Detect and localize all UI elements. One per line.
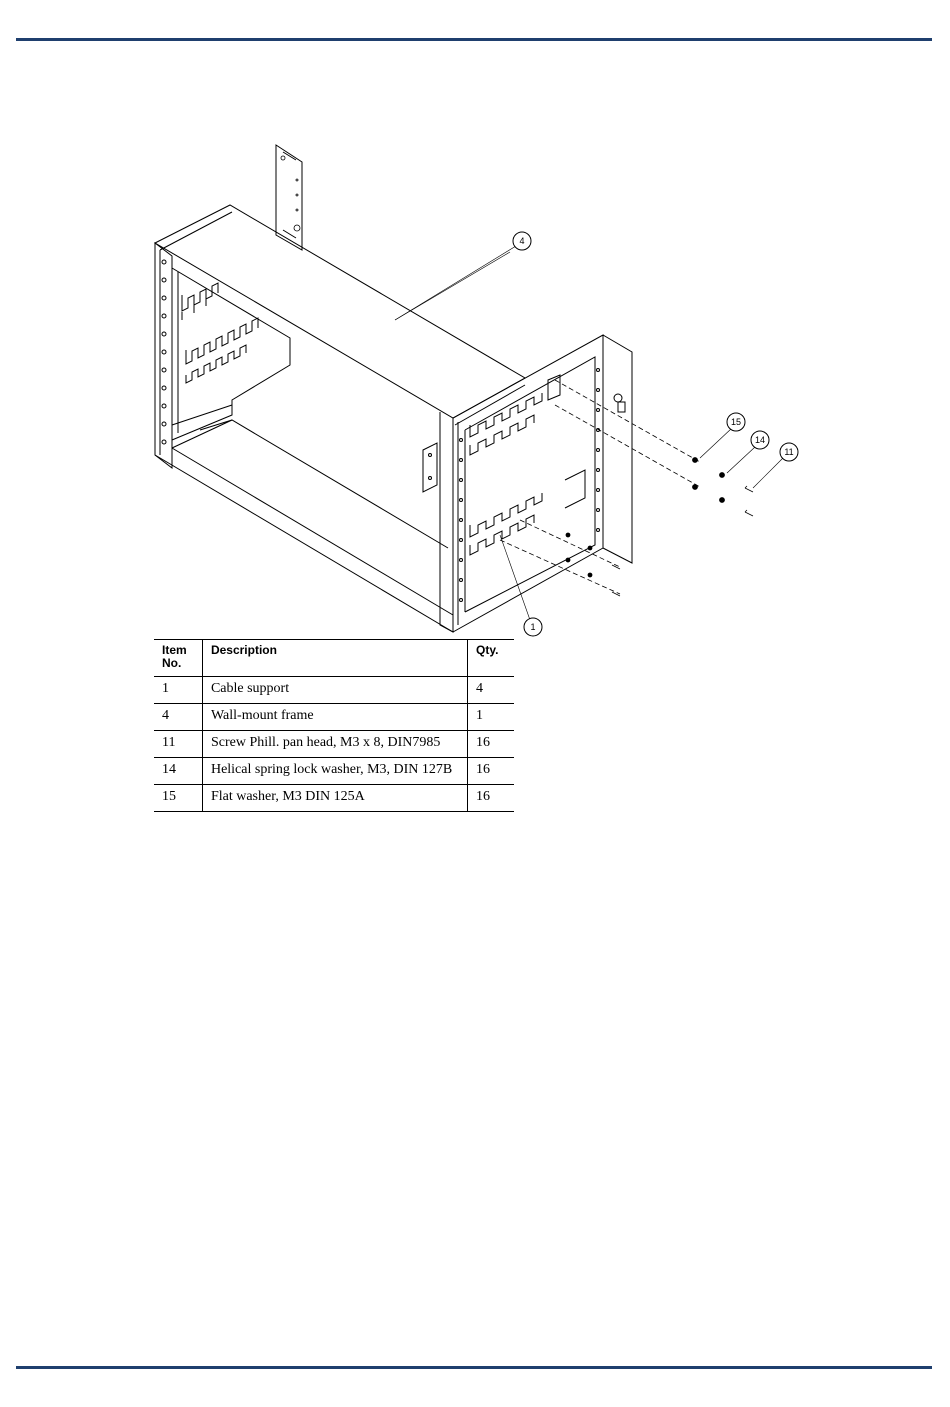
qty-header: Qty. [468,640,514,677]
balloon-11 [753,443,798,488]
item-no-cell: 14 [154,758,202,785]
header-rule [16,38,932,41]
balloon-4 [395,232,531,320]
balloon-label: 11 [784,447,794,457]
rear-inner-frame [172,268,290,440]
side-bracket [423,443,437,492]
table-header-row [154,640,514,677]
qty-cell: 1 [468,704,514,731]
bottom-panel [155,420,453,632]
description-cell: Flat washer, M3 DIN 125A [202,785,467,812]
description-cell: Helical spring lock washer, M3, DIN 127B [202,758,467,785]
balloon-14 [727,431,769,473]
item-no-cell: 15 [154,785,202,812]
qty-cell: 4 [468,677,514,704]
table-row [154,704,514,731]
qty-cell: 16 [468,785,514,812]
wall-mount-frame-drawing [140,130,820,650]
footer-rule [16,1366,932,1369]
balloon-label: 15 [730,417,742,427]
description-cell: Wall-mount frame [202,704,467,731]
item-no-cell: 4 [154,704,202,731]
table-row [154,677,514,704]
right-front-upright [440,335,632,632]
left-front-upright [155,243,172,468]
exploded-fasteners [500,380,753,596]
balloon-label: 14 [754,435,766,445]
qty-cell: 16 [468,758,514,785]
description-cell: Cable support [202,677,467,704]
description-cell: Screw Phill. pan head, M3 x 8, DIN7985 [202,731,467,758]
balloon-15 [700,413,745,458]
parts-list-table [154,639,514,812]
table-row [154,731,514,758]
table-row [154,785,514,812]
balloon-label: 1 [530,622,536,632]
balloon-label: 4 [519,236,525,246]
item-no-cell: 11 [154,731,202,758]
description-header: Description [202,640,467,677]
qty-cell: 16 [468,731,514,758]
item-no-header: Item No. [154,640,202,677]
top-panel [155,205,525,425]
item-no-cell: 1 [154,677,202,704]
table-row [154,758,514,785]
